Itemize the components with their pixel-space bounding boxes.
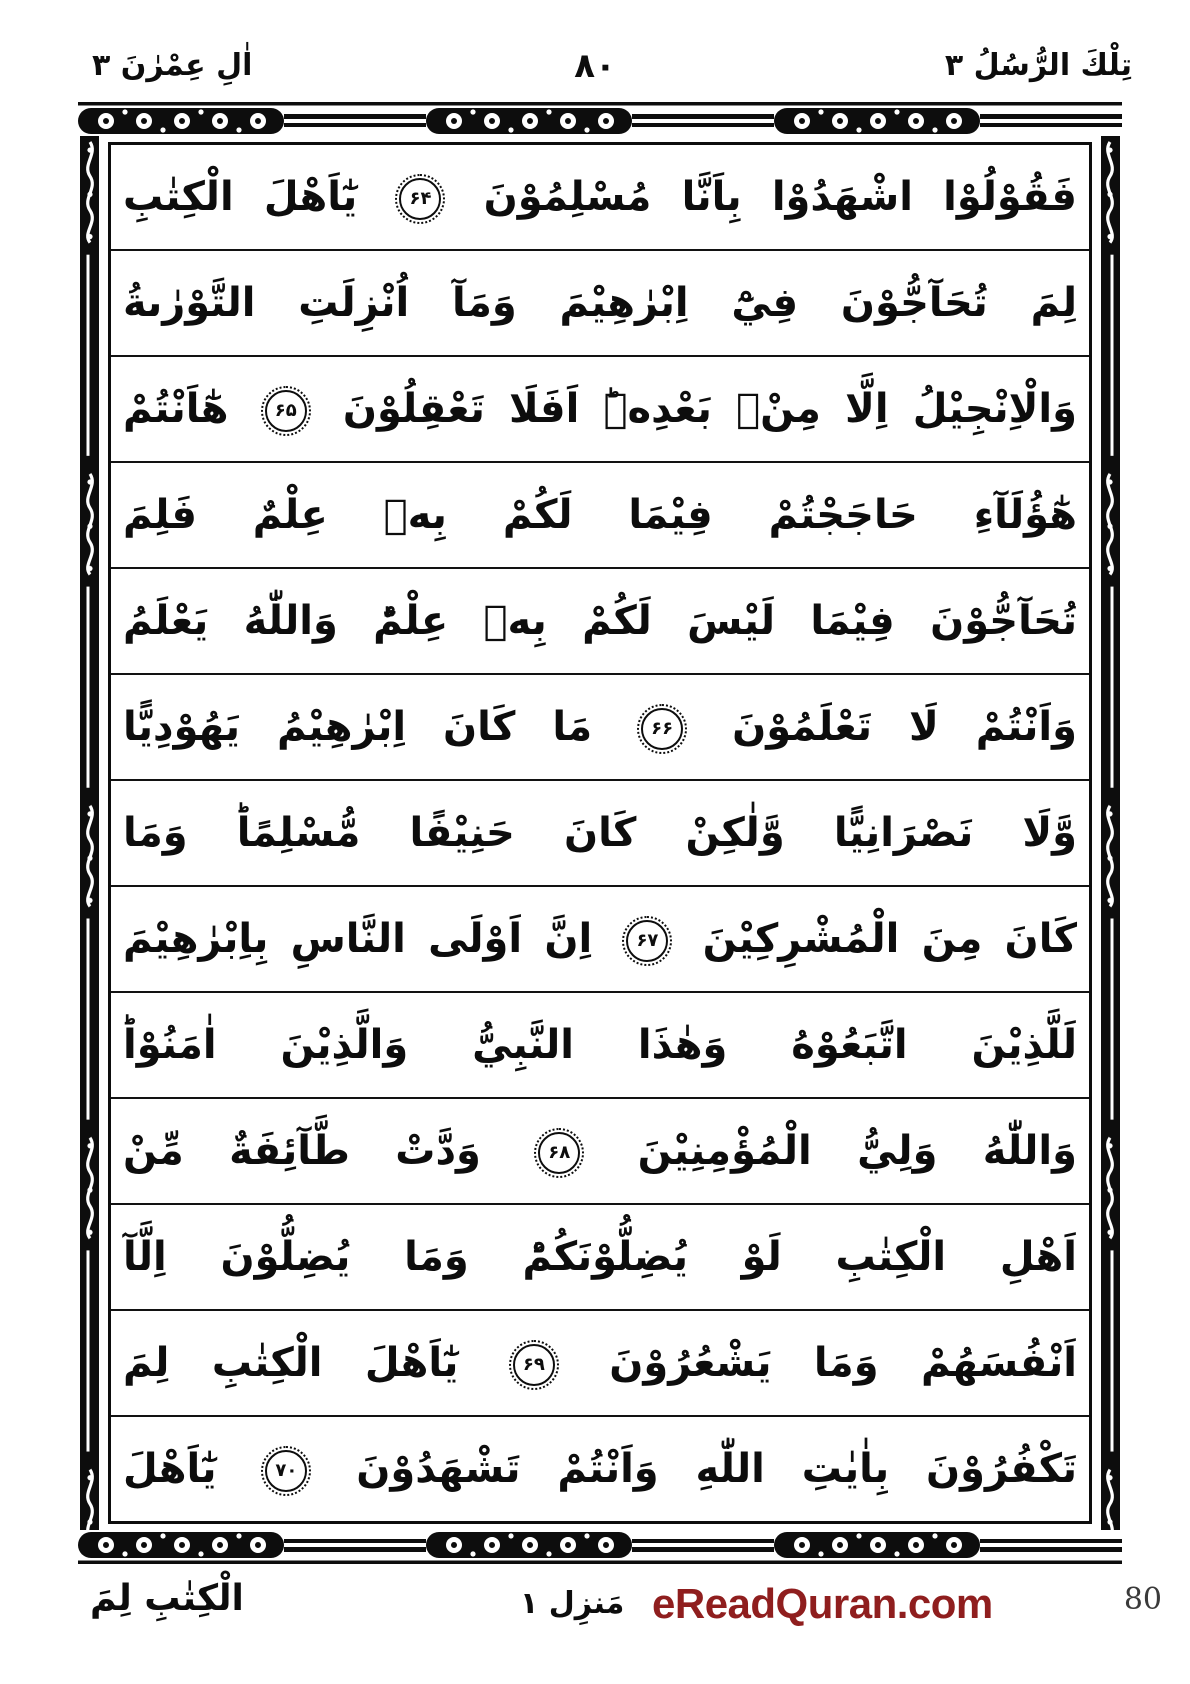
- header-surah-reference: اٰلِ عِمْرٰنَ ۳: [92, 48, 253, 83]
- ayah-text: لَلَّذِيْنَ اتَّبَعُوْهُ وَهٰذَا النَّبِيُّ وَالَّذِيْنَ اٰمَنُوْاؕ: [123, 1022, 1077, 1068]
- frame-ornament-right: [1098, 136, 1122, 1530]
- quran-line: [111, 249, 1089, 355]
- quran-line: [111, 1097, 1089, 1203]
- footer-brand-watermark: eReadQuran.com: [652, 1580, 993, 1627]
- ayah-text: وَاَنْتُمْ لَا تَعْلَمُوْنَ: [732, 704, 1077, 750]
- ayah-text: وَاللّٰهُ وَلِيُّ الْمُؤْمِنِيْنَ: [637, 1128, 1077, 1174]
- verse-number: ۶۸: [548, 1142, 571, 1163]
- ayah-text: هٰٓؤُلَآءِ حَاجَجْتُمْ فِيْمَا لَكُمْ بِهٖ عِلْمٌ فَلِمَ: [123, 492, 1077, 538]
- verse-medallion: [399, 178, 441, 220]
- verse-medallion: [626, 920, 668, 962]
- quran-line: [111, 461, 1089, 567]
- footer-catchword: الْكِتٰبِ لِمَ: [90, 1578, 244, 1619]
- verse-medallion: [641, 708, 683, 750]
- ayah-text: يٰٓاَهْلَ الْكِتٰبِ: [123, 174, 358, 220]
- verse-number: ۶۵: [274, 400, 297, 421]
- ayah-text: كَانَ مِنَ الْمُشْرِكِيْنَ: [702, 916, 1077, 962]
- ayah-text: وَّلَا نَصْرَانِيًّا وَّلٰكِنْ كَانَ حَنِيْفًا مُّسْلِمًاؕ وَمَا: [123, 810, 1077, 856]
- ayah-text: اَنْفُسَهُمْ وَمَا يَشْعُرُوْنَ: [609, 1340, 1077, 1386]
- ayah-text: يٰٓاَهْلَ الْكِتٰبِ لِمَ: [123, 1340, 459, 1386]
- frame-ornament-bottom: [78, 1528, 1122, 1564]
- verse-number: ۷۰: [275, 1460, 298, 1481]
- ayah-text: وَدَّتْ طَّآئِفَةٌ مِّنْ: [123, 1128, 481, 1174]
- verse-number: ۶۶: [651, 718, 674, 739]
- quran-frame: [78, 102, 1122, 1564]
- footer-page-number: 80: [1123, 1582, 1162, 1617]
- verse-number: ۶۴: [409, 188, 432, 209]
- ayah-text: يٰٓاَهْلَ: [123, 1446, 217, 1492]
- quran-line: [111, 1309, 1089, 1415]
- quran-line: [111, 567, 1089, 673]
- ayah-text: تُحَآجُّوْنَ فِيْمَا لَيْسَ لَكُمْ بِهٖ عِلْمٌؕ وَاللّٰهُ يَعْلَمُ: [123, 598, 1077, 644]
- ayah-text: تَكْفُرُوْنَ بِاٰيٰتِ اللّٰهِ وَاَنْتُمْ تَشْهَدُوْنَ: [356, 1446, 1077, 1492]
- verse-number: ۶۹: [522, 1354, 545, 1375]
- verse-medallion: [513, 1344, 555, 1386]
- quran-line: [111, 673, 1089, 779]
- verse-medallion: [538, 1132, 580, 1174]
- quran-text-area: [108, 142, 1092, 1524]
- header-page-number-arabic: ۸۰: [574, 46, 616, 86]
- header-juz-reference: تِلْكَ الرُّسُلُ ۳: [944, 48, 1132, 83]
- quran-line: [111, 885, 1089, 991]
- ayah-text: اِنَّ اَوْلَى النَّاسِ بِاِبْرٰهِيْمَ: [123, 916, 593, 962]
- quran-line: [111, 1415, 1089, 1521]
- ayah-text: لِمَ تُحَآجُّوْنَ فِيْٓ اِبْرٰهِيْمَ وَمَآ اُنْزِلَتِ التَّوْرٰىةُ: [123, 280, 1077, 326]
- quran-line: [111, 779, 1089, 885]
- quran-line: [111, 991, 1089, 1097]
- frame-ornament-top: [78, 102, 1122, 138]
- quran-line: [111, 355, 1089, 461]
- verse-medallion: [265, 1450, 307, 1492]
- verse-number: ۶۷: [636, 930, 659, 951]
- quran-line: [111, 145, 1089, 249]
- footer-manzil-marker: مَنزِل ۱: [520, 1586, 625, 1621]
- ayah-text: اَهْلِ الْكِتٰبِ لَوْ يُضِلُّوْنَكُمْؕ وَمَا يُضِلُّوْنَ اِلَّآ: [123, 1234, 1077, 1280]
- ayah-text: فَقُوْلُوْا اشْهَدُوْا بِاَنَّا مُسْلِمُوْنَ: [483, 174, 1077, 220]
- ayah-text: وَالْاِنْجِيْلُ اِلَّا مِنْۢ بَعْدِهٖؕ اَفَلَا تَعْقِلُوْنَ: [342, 386, 1077, 432]
- verse-medallion: [265, 390, 307, 432]
- ayah-text: هٰٓاَنْتُمْ: [123, 386, 229, 432]
- ayah-text: مَا كَانَ اِبْرٰهِيْمُ يَهُوْدِيًّا: [123, 704, 593, 750]
- frame-ornament-left: [78, 136, 102, 1530]
- quran-line: [111, 1203, 1089, 1309]
